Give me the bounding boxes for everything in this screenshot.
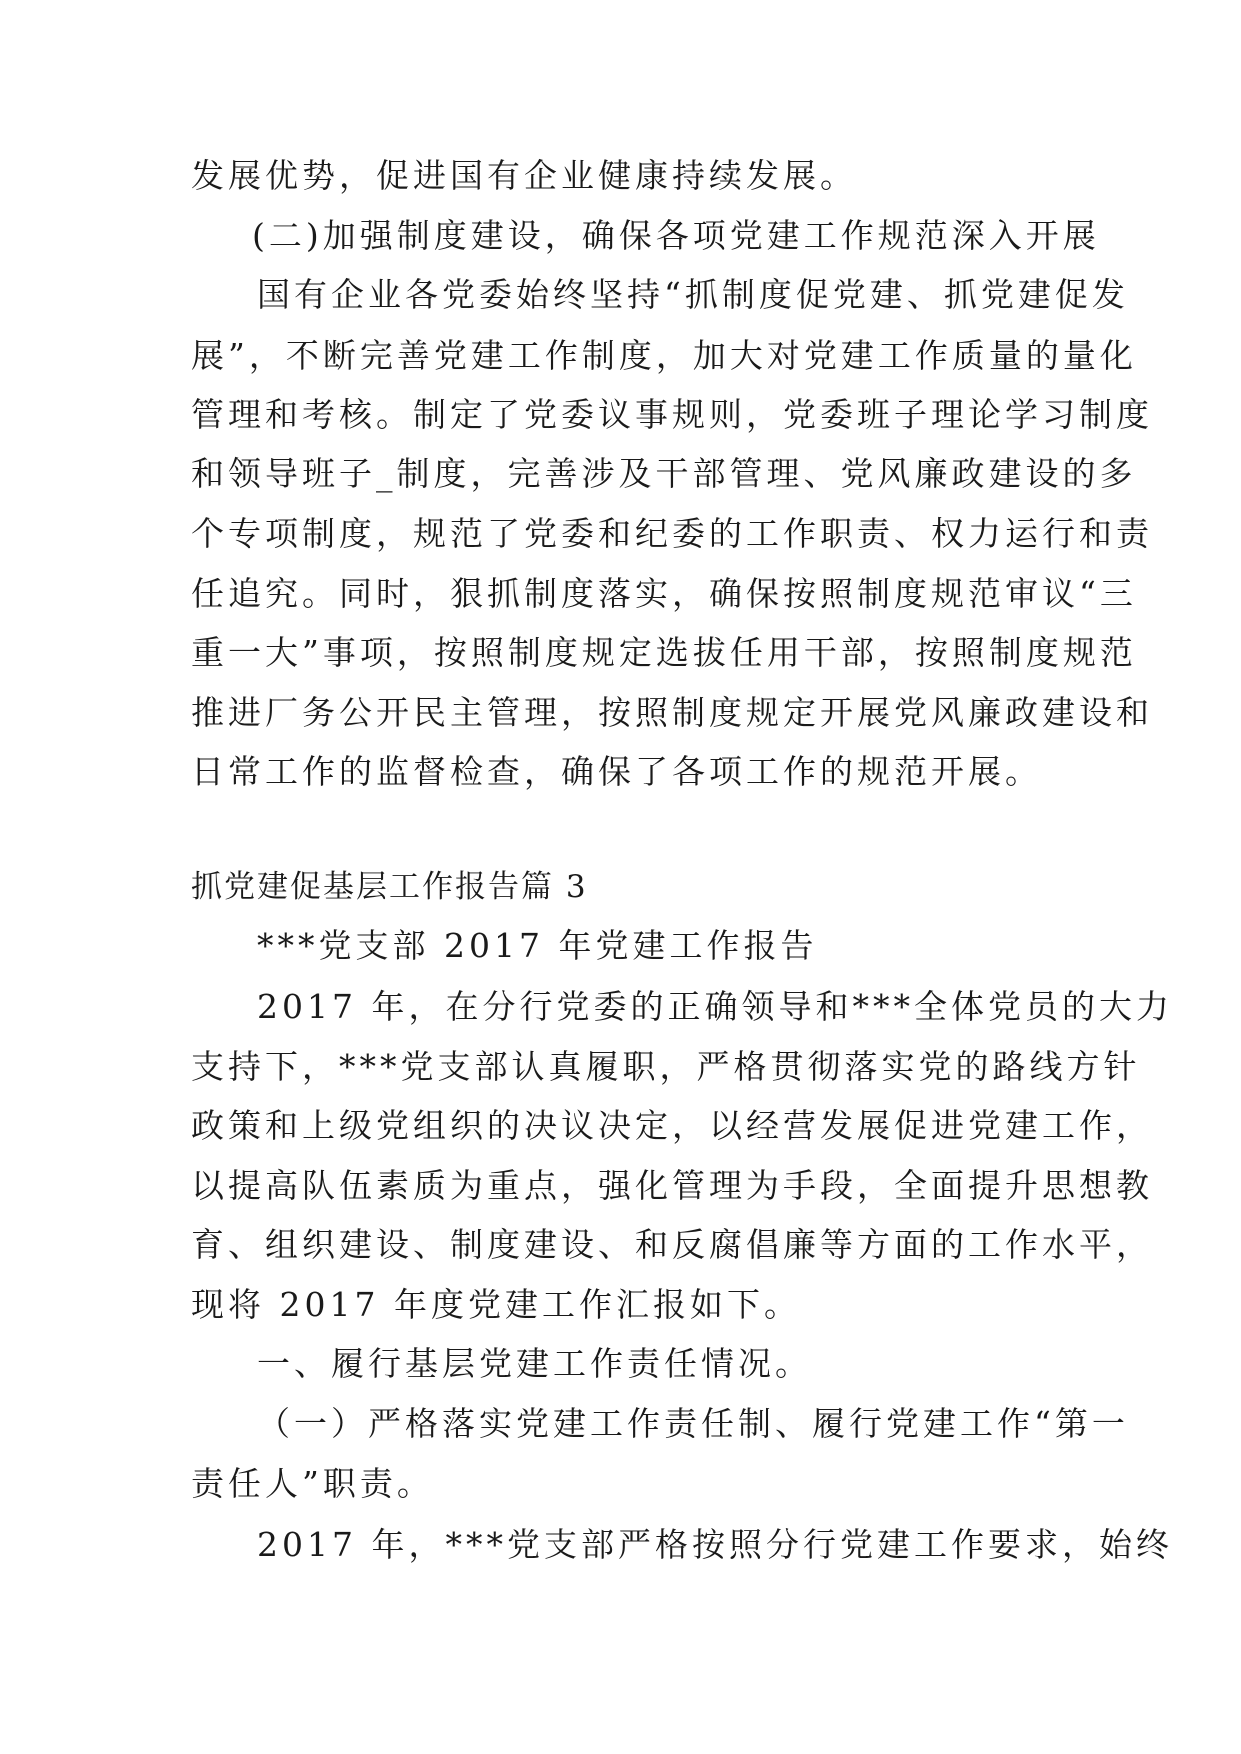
subsection-heading: 责任人”职责。 bbox=[191, 1464, 434, 1503]
paragraph-line: 和领导班子_制度，完善涉及干部管理、党风廉政建设的多 bbox=[191, 454, 1137, 493]
paragraph-line: 国有企业各党委始终坚持“抓制度促党建、抓党建促发 bbox=[257, 275, 1129, 314]
paragraph-line: 现将 2017 年度党建工作汇报如下。 bbox=[191, 1285, 801, 1324]
report-title: ***党支部 2017 年党建工作报告 bbox=[257, 926, 818, 965]
paragraph-line: 任追究。同时，狠抓制度落实，确保按照制度规范审议“三 bbox=[191, 574, 1137, 613]
paragraph-line: 展”，不断完善党建工作制度，加大对党建工作质量的量化 bbox=[191, 336, 1137, 375]
paragraph-line: 政策和上级党组织的决议决定，以经营发展促进党建工作， bbox=[191, 1106, 1153, 1145]
section-heading: (二)加强制度建设，确保各项党建工作规范深入开展 bbox=[252, 216, 1100, 255]
paragraph-line: 推进厂务公开民主管理，按照制度规定开展党风廉政建设和 bbox=[191, 693, 1153, 732]
subsection-heading: （一）严格落实党建工作责任制、履行党建工作“第一 bbox=[257, 1404, 1129, 1443]
paragraph-line: 育、组织建设、制度建设、和反腐倡廉等方面的工作水平， bbox=[191, 1225, 1153, 1264]
paragraph-line: 2017 年，在分行党委的正确领导和***全体党员的大力 bbox=[257, 987, 1173, 1026]
paragraph-line: 2017 年，***党支部严格按照分行党建工作要求，始终 bbox=[257, 1525, 1173, 1564]
paragraph-line: 日常工作的监督检查，确保了各项工作的规范开展。 bbox=[191, 752, 1042, 791]
paragraph-line: 发展优势，促进国有企业健康持续发展。 bbox=[191, 156, 857, 195]
paragraph-line: 重一大”事项，按照制度规定选拔任用干部，按照制度规范 bbox=[191, 633, 1137, 672]
paragraph-line: 个专项制度，规范了党委和纪委的工作职责、权力运行和责 bbox=[191, 514, 1153, 553]
section-heading: 一、履行基层党建工作责任情况。 bbox=[257, 1344, 812, 1383]
paragraph-line: 支持下，***党支部认真履职，严格贯彻落实党的路线方针 bbox=[191, 1047, 1141, 1086]
report-heading: 抓党建促基层工作报告篇 3 bbox=[191, 869, 588, 905]
paragraph-line: 管理和考核。制定了党委议事规则，党委班子理论学习制度 bbox=[191, 395, 1153, 434]
paragraph-line: 以提高队伍素质为重点，强化管理为手段，全面提升思想教 bbox=[191, 1166, 1153, 1205]
